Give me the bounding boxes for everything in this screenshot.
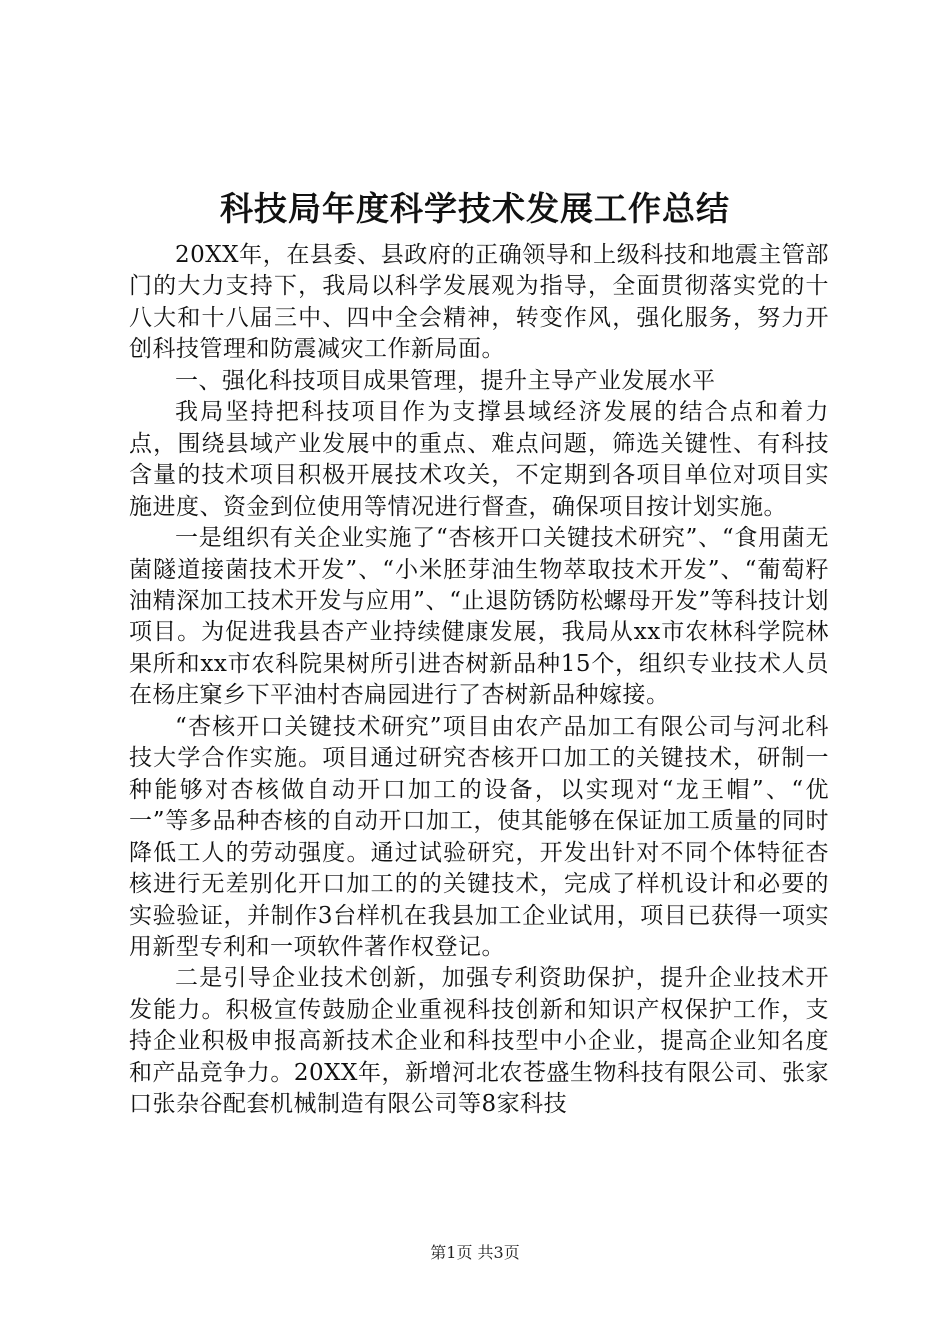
section-heading-1: 一、强化科技项目成果管理，提升主导产业发展水平 [175, 367, 716, 394]
paragraph-project-management: 我局坚持把科技项目作为支撑县域经济发展的结合点和着力点，围绕县域产业发展中的重点、难点问题，筛选关键性、有科技含量的技术项目积极开展技术攻关，不定期到各项目单位对项目实施进度、资金到位使用等情况进行督查，确保项目按计划实施。 [129, 399, 829, 520]
paragraph-intro: 20XX年，在县委、县政府的正确领导和上级科技和地震主管部门的大力支持下，我局以科学发展观为指导，全面贯彻落实党的十八大和十八届三中、四中全会精神，转变作风，强化服务，努力开创科技管理和防震减灾工作新局面。 [129, 242, 829, 363]
document-body [129, 240, 829, 1121]
document-title: 科技局年度科学技术发展工作总结 [220, 189, 730, 228]
paragraph-innovation: 二是引导企业技术创新，加强专利资助保护，提升企业技术开发能力。积极宣传鼓励企业重视科技创新和知识产权保护工作，支持企业积极申报高新技术企业和科技型中小企业，提高企业知名度和产品竞争力。20XX年，新增河北农苍盛生物科技有限公司、张家口张杂谷配套机械制造有限公司等8家科技 [129, 965, 829, 1118]
paragraph-projects-list: 一是组织有关企业实施了“杏核开口关键技术研究”、“食用菌无菌隧道接菌技术开发”、“小米胚芽油生物萃取技术开发”、“葡萄籽油精深加工技术开发与应用”、“止退防锈防松螺母开发”等科技计划项目。为促进我县杏产业持续健康发展，我局从xx市农林科学院林果所和xx市农科院果树所引进杏树新品种15个，组织专业技术人员在杨庄窠乡下平油村杏扁园进行了杏树新品种嫁接。 [129, 525, 829, 709]
paragraph-apricot-project: “杏核开口关键技术研究”项目由农产品加工有限公司与河北科技大学合作实施。项目通过研究杏核开口加工的关键技术，研制一种能够对杏核做自动开口加工的设备，以实现对“龙王帽”、“优一”等多品种杏核的自动开口加工，使其能够在保证加工质量的同时降低工人的劳动强度。通过试验研究，开发出针对不同个体特征杏核进行无差别化开口加工的的关键技术，完成了样机设计和必要的实验验证，并制作3台样机在我县加工企业试用，项目已获得一项实用新型专利和一项软件著作权登记。 [129, 713, 829, 960]
page-footer: 第1页 共3页 [430, 1243, 520, 1262]
